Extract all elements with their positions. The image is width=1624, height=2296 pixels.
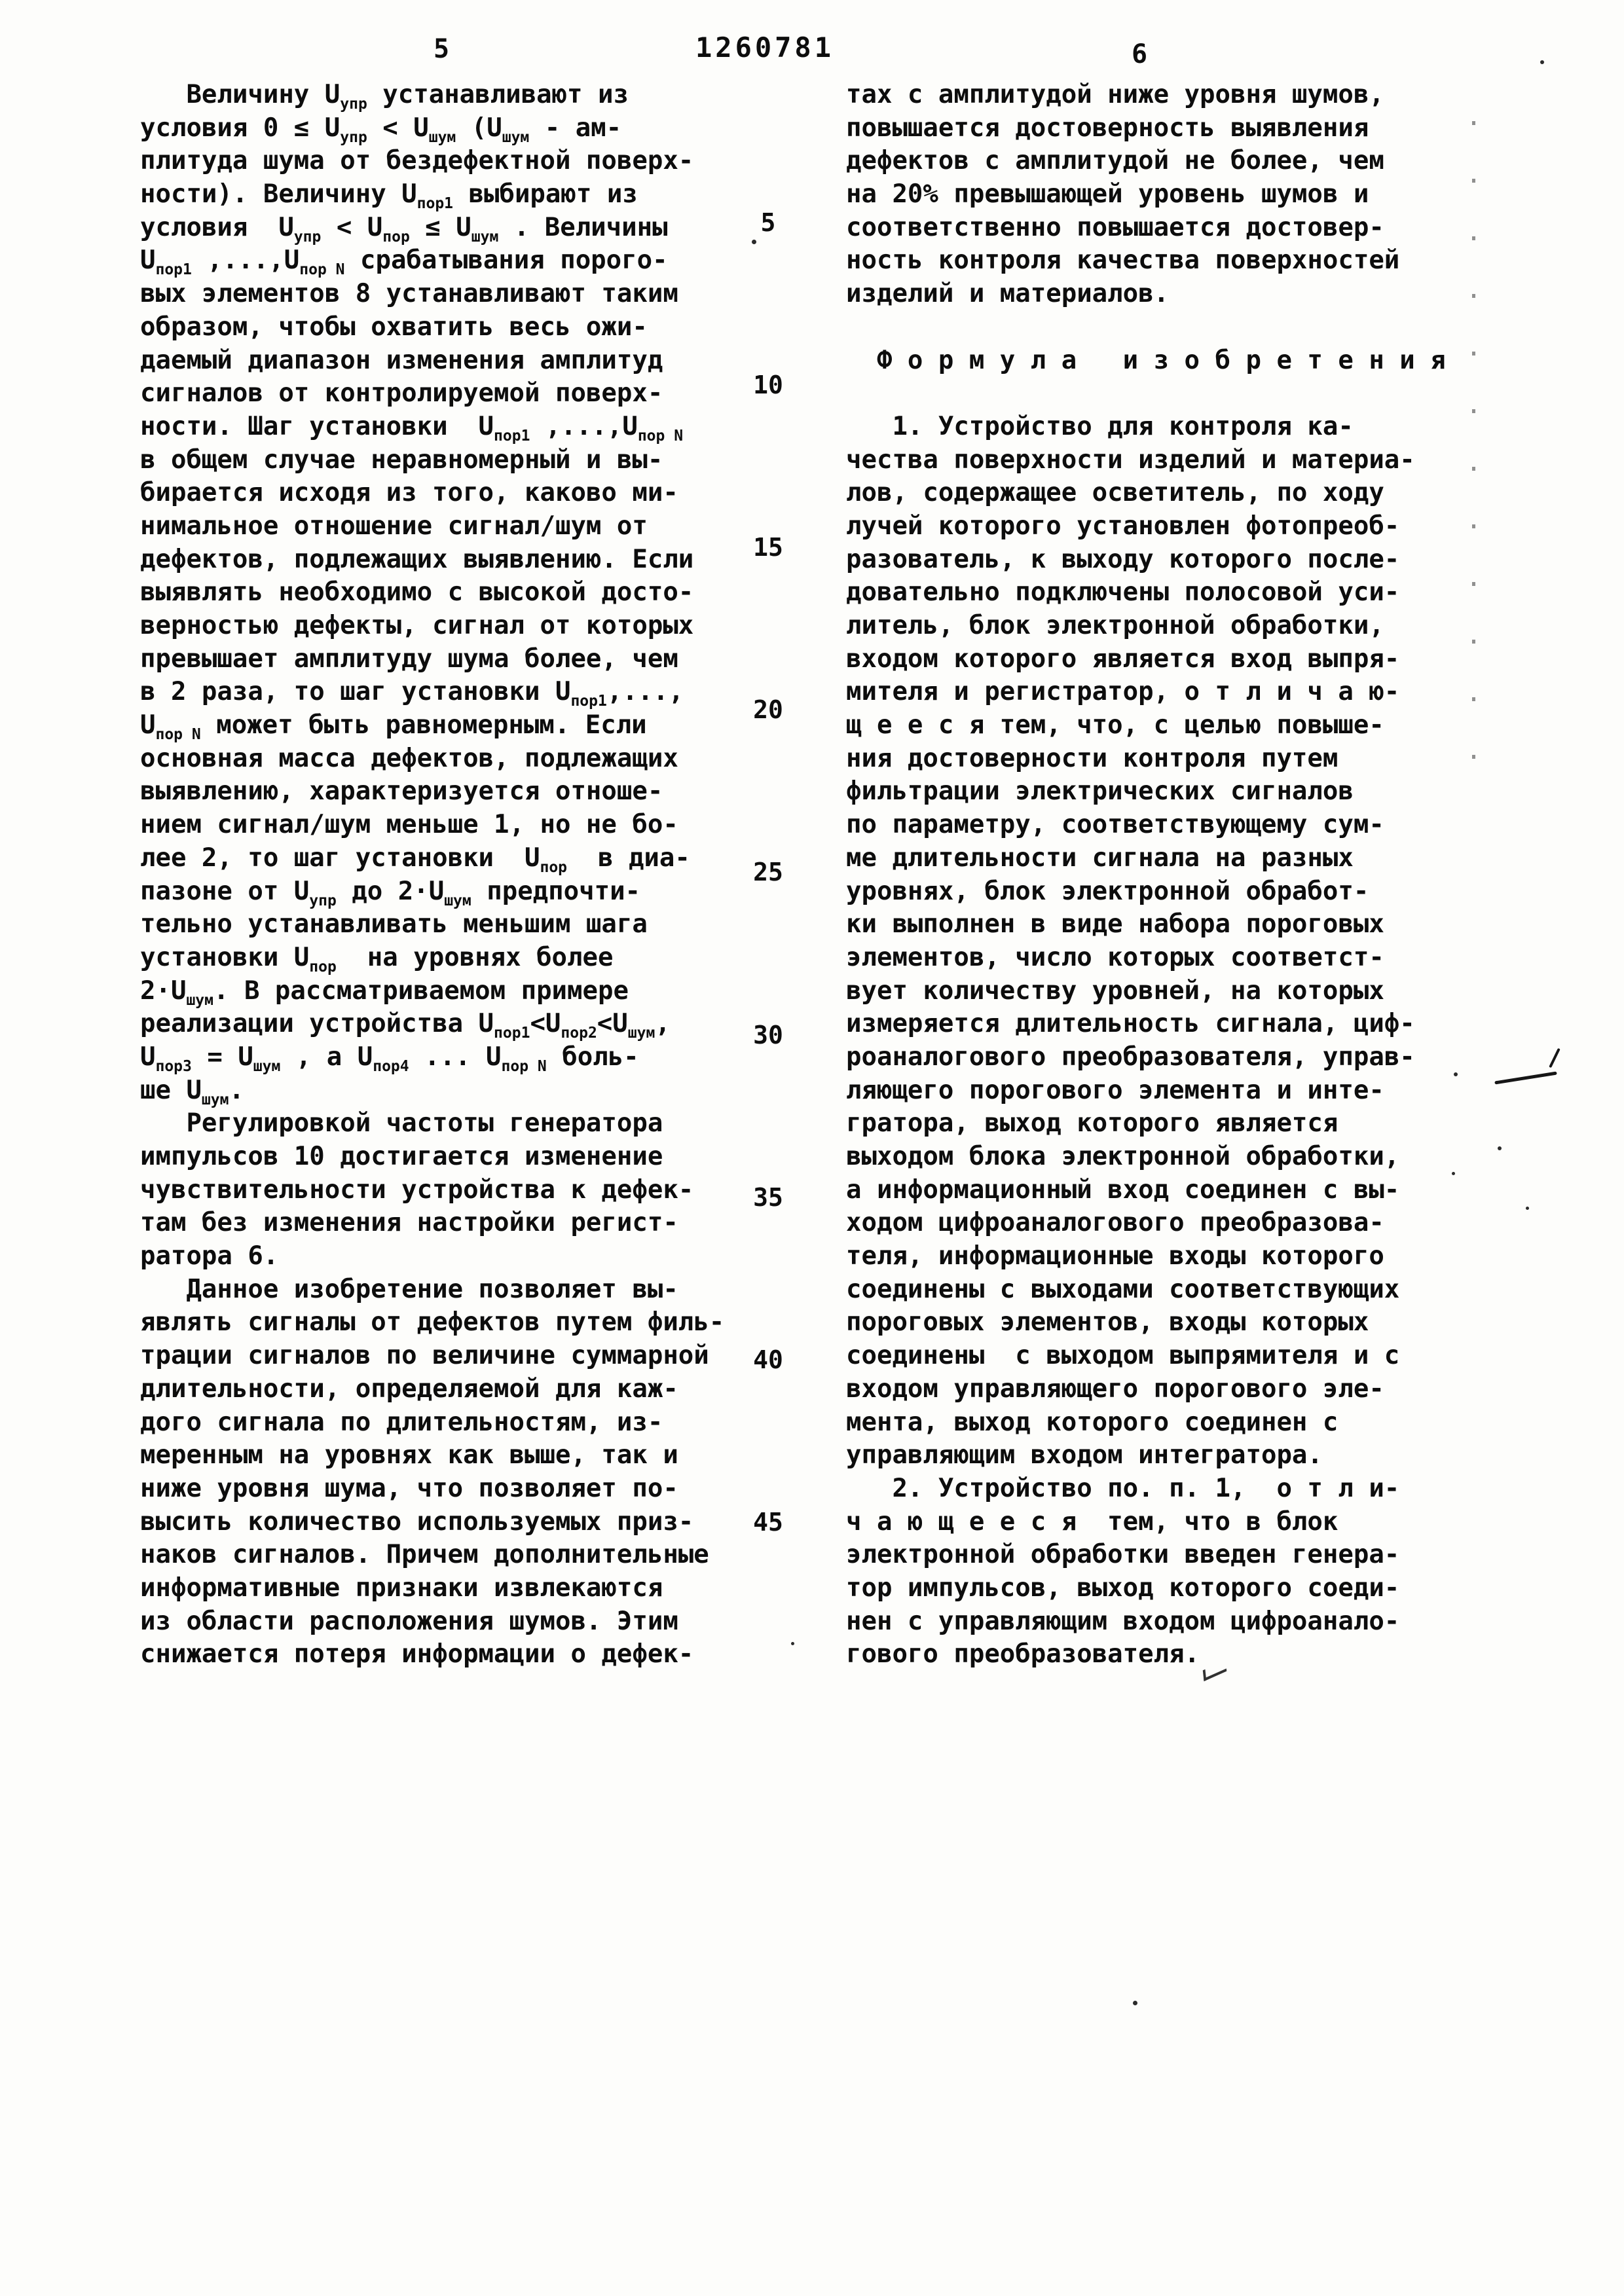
text-line: ше $U_{шум}$. bbox=[140, 1075, 244, 1108]
text-line: изделий и материалов. bbox=[846, 279, 1170, 309]
text-line: ность контроля качества поверхностей bbox=[846, 246, 1400, 276]
text-line: нимальное отношение сигнал/шум от bbox=[140, 511, 648, 541]
scan-speck bbox=[1454, 1072, 1458, 1076]
text-line: вых элементов 8 устанавливают таким bbox=[140, 279, 678, 309]
text-line: дого сигнала по длительностям, из- bbox=[140, 1407, 663, 1437]
text-line: фильтрации электрических сигналов bbox=[846, 776, 1354, 807]
text-line: трации сигналов по величине суммарной bbox=[140, 1341, 709, 1371]
text-line: нен с управляющим входом цифроанало- bbox=[846, 1606, 1400, 1636]
text-line: 2. Устройство по. п. 1, о т л и- bbox=[846, 1473, 1400, 1503]
text-line: ности. Шаг установки $U_{пор1}$ $,...,U_{пор N}$ bbox=[140, 411, 684, 445]
text-line bbox=[846, 311, 1491, 344]
text-line: 1. Устройство для контроля ка- bbox=[846, 411, 1354, 441]
text-line: реализации устройства $U_{пор1}<U_{пор2}<U_{шум}$, bbox=[140, 1009, 671, 1042]
text-line: на 20% превышающей уровень шумов и bbox=[846, 179, 1369, 210]
text-line bbox=[846, 377, 1491, 410]
text-line: ния достоверности контроля путем bbox=[846, 743, 1338, 773]
text-line: ности). Величину $U_{пор1}$ выбирают из bbox=[140, 179, 638, 213]
text-line: роаналогового преобразователя, управ- bbox=[846, 1042, 1415, 1072]
text-line: вует количеству уровней, на которых bbox=[846, 975, 1384, 1006]
text-line: ниже уровня шума, что позволяет по- bbox=[140, 1473, 678, 1503]
text-line: по параметру, соответствующему сум- bbox=[846, 810, 1384, 840]
gutter-line-number: 45 bbox=[753, 1507, 783, 1537]
gutter-line-number: 40 bbox=[753, 1345, 783, 1374]
text-line: высить количество используемых приз- bbox=[140, 1506, 694, 1537]
text-line: соответственно повышается достовер- bbox=[846, 212, 1384, 242]
text-line: входом которого является вход выпря- bbox=[846, 644, 1400, 674]
text-line: снижается потеря информации о дефек- bbox=[140, 1639, 694, 1669]
text-line: нием сигнал/шум меньше 1, но не бо- bbox=[140, 810, 678, 840]
text-line: лее 2, то шаг установки $U_{пор}$ в диа- bbox=[140, 843, 690, 876]
text-line: Регулировкой частоты генератора bbox=[140, 1108, 663, 1139]
text-line: являть сигналы от дефектов путем филь- bbox=[140, 1307, 725, 1338]
text-line: установки $U_{пор}$ на уровнях более bbox=[140, 942, 614, 975]
handwritten-dash-mark bbox=[1494, 1072, 1557, 1085]
text-line: информативные признаки извлекаются bbox=[140, 1573, 663, 1603]
text-line: лучей которого установлен фотопреоб- bbox=[846, 511, 1400, 541]
text-line: $U_{пор N}$ может быть равномерным. Если bbox=[140, 710, 647, 744]
scan-speck bbox=[791, 1642, 794, 1645]
text-line: выявлению, характеризуется отноше- bbox=[140, 776, 663, 807]
text-line: теля, информационные входы которого bbox=[846, 1241, 1384, 1271]
text-line: соединены с выходом выпрямителя и с bbox=[846, 1341, 1400, 1371]
text-line: ме длительности сигнала на разных bbox=[846, 843, 1354, 873]
text-line: входом управляющего порогового эле- bbox=[846, 1374, 1384, 1404]
gutter-line-number: 15 bbox=[753, 533, 783, 562]
text-line: выявлять необходимо с высокой досто- bbox=[140, 577, 694, 608]
scan-speck bbox=[752, 240, 756, 244]
text-line: плитуда шума от бездефектной поверх- bbox=[140, 146, 694, 176]
text-line: сигналов от контролируемой поверх- bbox=[140, 378, 663, 409]
text-line: тельно устанавливать меньшим шага bbox=[140, 909, 648, 939]
text-line: щ е е с я тем, что, с целью повыше- bbox=[846, 710, 1384, 740]
text-line: ки выполнен в виде набора пороговых bbox=[846, 909, 1384, 939]
text-line: гового преобразователя. bbox=[846, 1639, 1200, 1669]
text-line: дефектов с амплитудой не более, чем bbox=[846, 146, 1384, 176]
text-line: $U_{пор1}$ $,...,U_{пор N}$ срабатывания порого- bbox=[140, 246, 668, 279]
text-line: условия $U_{упр} < U_{пор} \le U_{шум}$ . Величины bbox=[140, 212, 668, 246]
text-line: а информационный вход соединен с вы- bbox=[846, 1175, 1400, 1205]
text-line: пазоне от $U_{упр}$ до $2\cdot U_{шум}$ предпочти- bbox=[140, 876, 641, 909]
text-line: довательно подключены полосовой уси- bbox=[846, 577, 1400, 608]
text-line: выходом блока электронной обработки, bbox=[846, 1142, 1400, 1171]
text-line: там без изменения настройки регист- bbox=[140, 1208, 678, 1238]
text-line: ходом цифроаналогового преобразова- bbox=[846, 1208, 1384, 1238]
text-line: электронной обработки введен генера- bbox=[846, 1540, 1400, 1570]
text-line: ч а ю щ е е с я тем, что в блок bbox=[846, 1506, 1338, 1537]
text-line: чувствительности устройства к дефек- bbox=[140, 1175, 694, 1205]
text-line: Величину $U_{упр}$ устанавливают из bbox=[140, 80, 629, 113]
text-line: управляющим входом интегратора. bbox=[846, 1440, 1323, 1470]
text-line: верностью дефекты, сигнал от которых bbox=[140, 611, 694, 640]
text-line: Ф о р м у л а и з о б р е т е н и я bbox=[846, 345, 1446, 375]
right-text-column bbox=[846, 79, 1491, 1671]
text-line: из области расположения шумов. Этим bbox=[140, 1606, 678, 1636]
text-line: тор импульсов, выход которого соеди- bbox=[846, 1573, 1400, 1603]
left-text-column bbox=[140, 79, 785, 1671]
text-line: лов, содержащее осветитель, по ходу bbox=[846, 478, 1384, 508]
patent-number: 1260781 bbox=[695, 31, 835, 64]
text-line: ляющего порогового элемента и инте- bbox=[846, 1075, 1384, 1105]
text-line: длительности, определяемой для каж- bbox=[140, 1374, 678, 1404]
text-line: дефектов, подлежащих выявлению. Если bbox=[140, 544, 694, 574]
text-line: $2\cdot U_{шум}$. В рассматриваемом примере bbox=[140, 975, 629, 1009]
gutter-line-number: 35 bbox=[753, 1182, 783, 1212]
text-line: бирается исходя из того, каково ми- bbox=[140, 478, 678, 508]
text-line: даемый диапазон изменения амплитуд bbox=[140, 345, 663, 375]
gutter-line-number: 20 bbox=[753, 695, 783, 725]
text-line: элементов, число которых соответст- bbox=[846, 942, 1384, 972]
text-line: соединены с выходами соответствующих bbox=[846, 1274, 1400, 1304]
gutter-line-number: 5 bbox=[760, 208, 776, 237]
text-line: в 2 раза, то шаг установки $U_{пор1}$,..., bbox=[140, 677, 684, 710]
text-line: меренным на уровнях как выше, так и bbox=[140, 1440, 678, 1470]
scan-speck bbox=[1452, 1172, 1455, 1175]
text-line: мента, выход которого соединен с bbox=[846, 1407, 1338, 1437]
gutter-line-number: 10 bbox=[753, 371, 783, 400]
scan-dotted-edge-artifact bbox=[1472, 121, 1475, 763]
text-line: повышается достоверность выявления bbox=[846, 113, 1369, 143]
gutter-line-number: 30 bbox=[753, 1020, 783, 1049]
text-line: разователь, к выходу которого после- bbox=[846, 544, 1400, 574]
handwritten-tick-mark bbox=[1549, 1048, 1560, 1068]
scan-speck bbox=[1540, 60, 1544, 64]
text-line: наков сигналов. Причем дополнительные bbox=[140, 1540, 709, 1570]
text-line: импульсов 10 достигается изменение bbox=[140, 1142, 663, 1171]
text-line: чества поверхности изделий и материа- bbox=[846, 445, 1415, 475]
text-line: измеряется длительность сигнала, циф- bbox=[846, 1009, 1415, 1039]
text-line: Данное изобретение позволяет вы- bbox=[140, 1274, 678, 1304]
text-line: условия $0 \le U_{упр} < U_{шум}$ ($U_{шум} - ам-$ bbox=[140, 113, 622, 146]
text-line: тах с амплитудой ниже уровня шумов, bbox=[846, 80, 1384, 109]
column-number-left: 5 bbox=[434, 34, 451, 64]
text-line: литель, блок электронной обработки, bbox=[846, 611, 1384, 640]
text-line: в общем случае неравномерный и вы- bbox=[140, 445, 663, 475]
text-line: мителя и регистратор, о т л и ч а ю- bbox=[846, 677, 1400, 707]
text-line: превышает амплитуду шума более, чем bbox=[140, 644, 678, 674]
text-line: ратора 6. bbox=[140, 1241, 279, 1271]
text-line: образом, чтобы охватить весь ожи- bbox=[140, 312, 648, 342]
column-number-right: 6 bbox=[1132, 39, 1149, 69]
scan-speck bbox=[1133, 2001, 1137, 2005]
gutter-line-number: 25 bbox=[753, 858, 783, 887]
text-line: $U_{пор3} = U_{шум}$ , а $U_{пор4}$ ... $U_{пор N}$ боль- bbox=[140, 1042, 639, 1075]
text-line: уровнях, блок электронной обработ- bbox=[846, 876, 1369, 906]
text-line: пороговых элементов, входы которых bbox=[846, 1307, 1369, 1338]
scan-speck bbox=[1526, 1207, 1529, 1210]
text-line: гратора, выход которого является bbox=[846, 1108, 1338, 1139]
text-line: основная масса дефектов, подлежащих bbox=[140, 743, 678, 773]
scan-speck bbox=[1498, 1146, 1502, 1150]
